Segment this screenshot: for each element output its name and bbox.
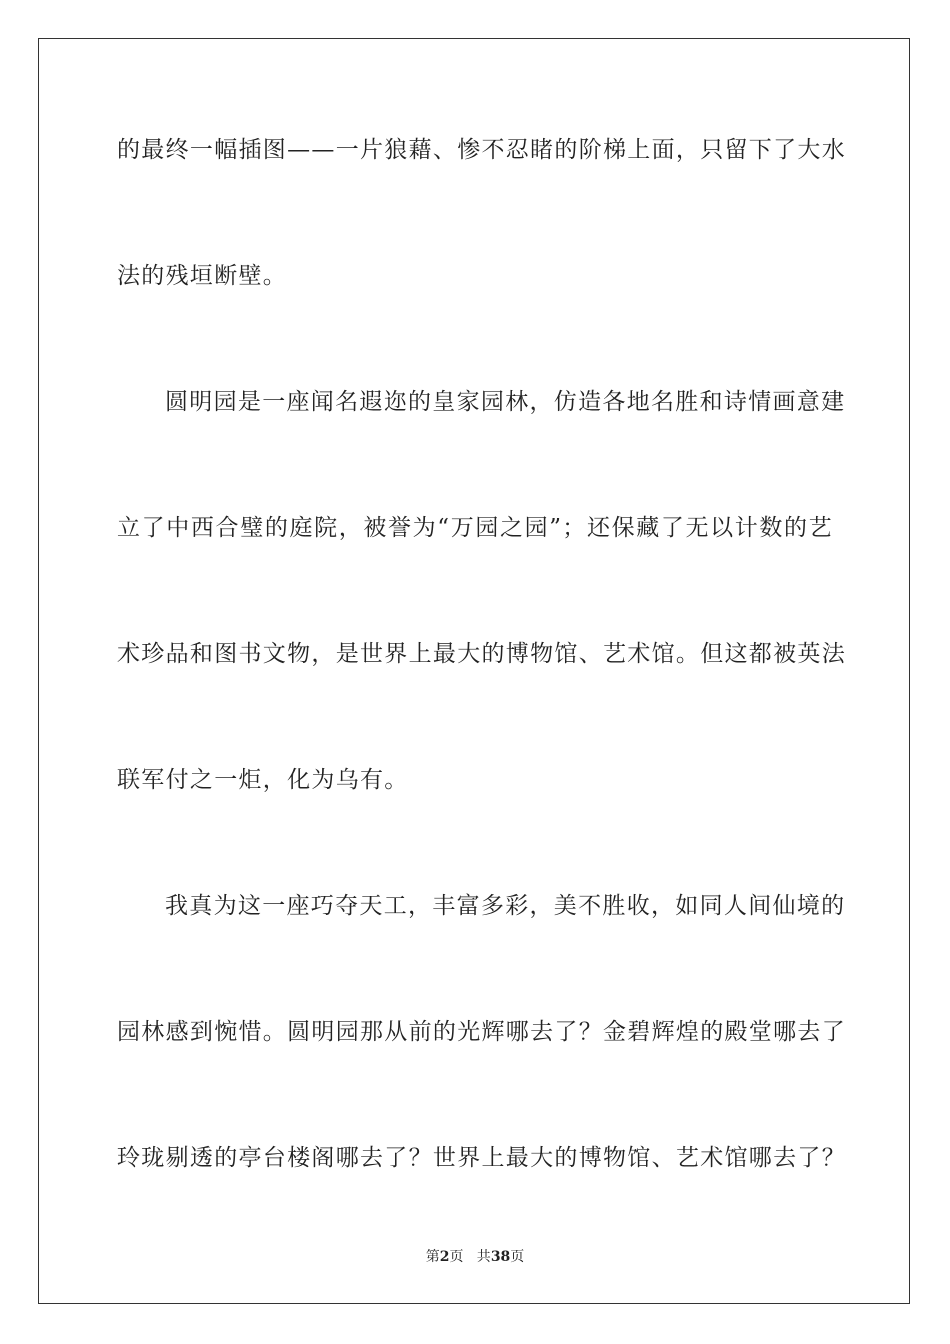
text-line-4: 立了中西合璧的庭院，被誉为“万园之园”；还保藏了无以计数的艺 [117,515,833,541]
text-line-7: 我真为这一座巧夺天工，丰富多彩，美不胜收，如同人间仙境的 [165,893,846,919]
footer-total-unit: 页 [510,1249,525,1265]
footer-prefix: 第 [425,1249,440,1265]
text-line-6: 联军付之一炬，化为乌有。 [117,767,409,793]
footer-total-pages: 38 [490,1249,511,1265]
text-line-3: 圆明园是一座闻名遐迩的皇家园林，仿造各地名胜和诗情画意建 [165,389,846,415]
footer-page-unit: 页 [449,1249,464,1265]
footer-current-page: 2 [439,1249,450,1265]
text-line-8: 园林感到惋惜。圆明园那从前的光辉哪去了？金碧辉煌的殿堂哪去了 [117,1019,846,1045]
page-footer [0,1248,950,1266]
footer-separator: 共 [463,1249,491,1265]
page-border [38,38,910,1304]
text-line-2: 法的残垣断壁。 [117,263,288,289]
text-line-1: 的最终一幅插图——一片狼藉、惨不忍睹的阶梯上面，只留下了大水 [117,137,846,163]
text-line-9: 玲珑剔透的亭台楼阁哪去了？世界上最大的博物馆、艺术馆哪去了？ [117,1145,846,1171]
text-line-5: 术珍品和图书文物，是世界上最大的博物馆、艺术馆。但这都被英法 [117,641,846,667]
